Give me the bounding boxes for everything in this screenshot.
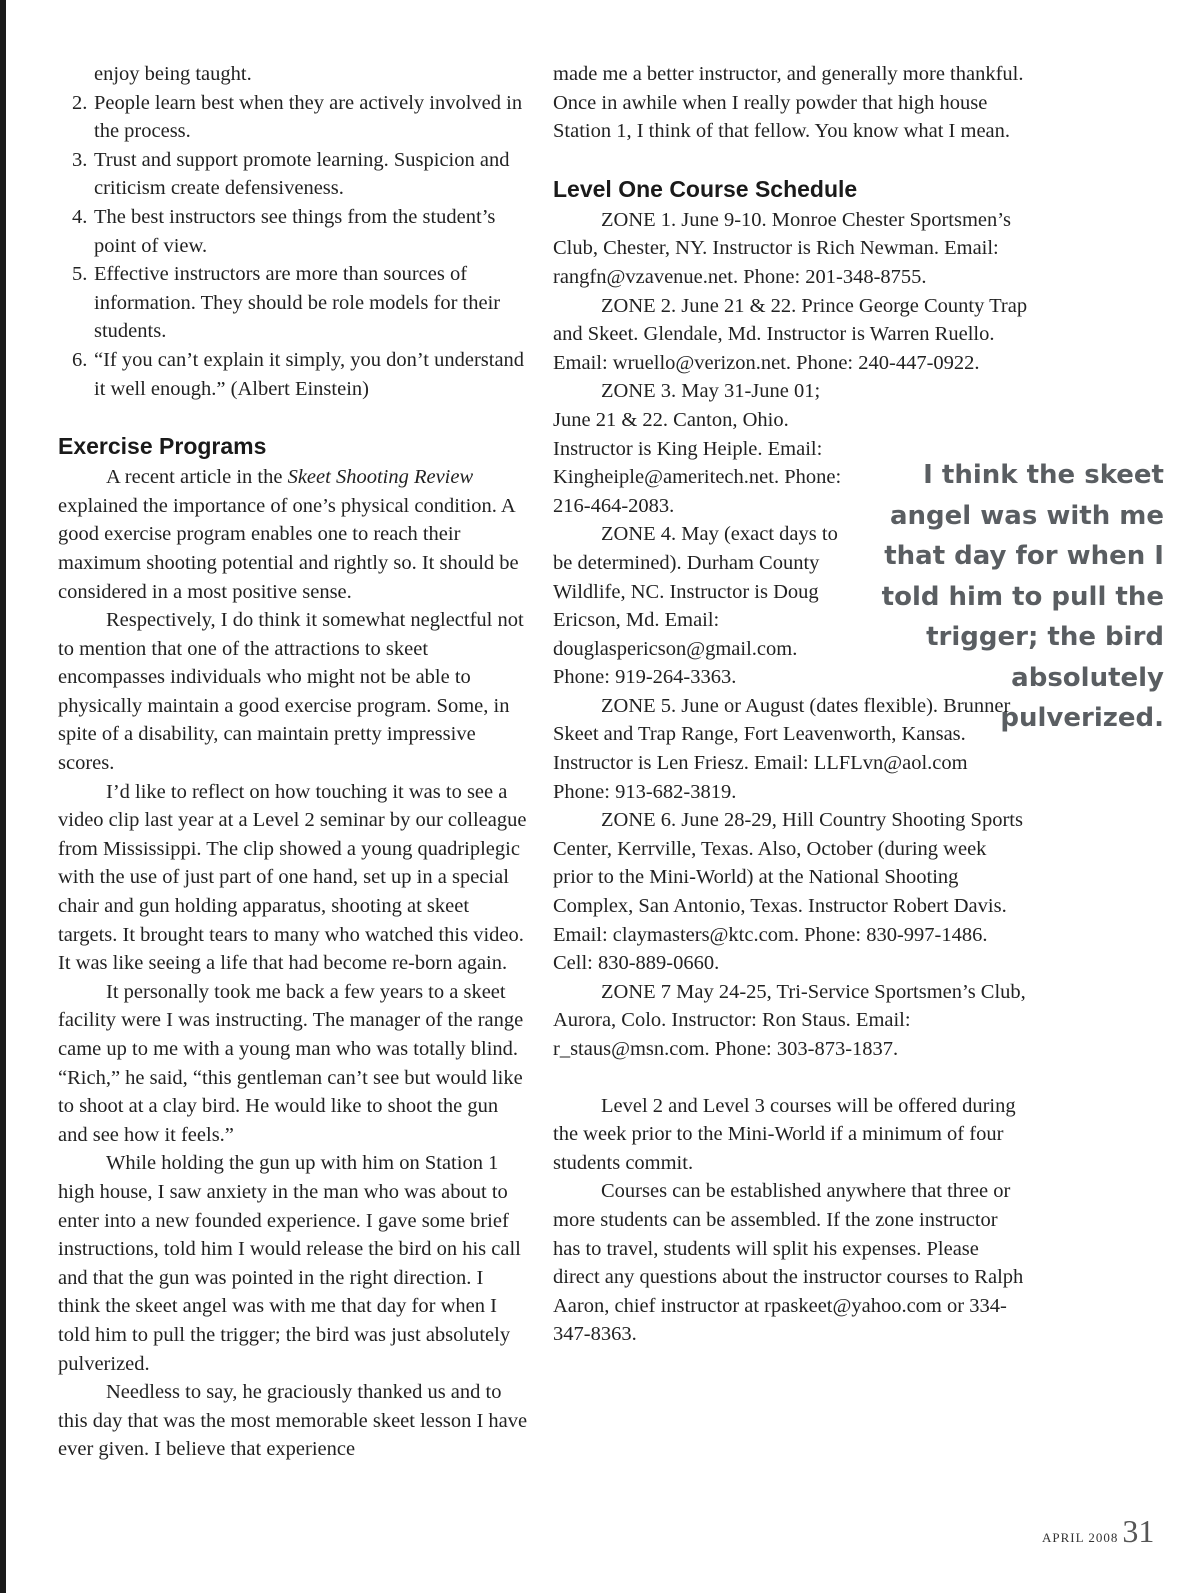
folio xyxy=(1042,1513,1154,1550)
narrow-zone-block xyxy=(553,377,858,692)
spacer xyxy=(553,1064,1029,1092)
paragraph: While holding the gun up with him on Station 1 high house, I saw anxiety in the man who was about to enter into a new founded experience. I gave some brief instructions, told him I would release the bird on his call and that the gun was pointed in the right direction. I think the skeet angel was with me that day for when I told him to pull the trigger; the bird was just absolutely pulverized. xyxy=(58,1152,521,1375)
zone-entry: ZONE 3. May 31-June 01; June 21 & 22. Canton, Ohio. Instructor is King Heiple. Email: Kingheiple@ameritech.net. Phone: 216-464-2083. xyxy=(553,380,842,517)
publication-title: Skeet Shooting Review xyxy=(287,466,474,489)
paragraph: Courses can be established anywhere that three or more students can be assembled. If the zone instructor has to travel, students will split his expenses. Please direct any questions about the instructor courses to Ralph Aaron, chief instructor at rpaskeet@yahoo.com or 334-347-8363. xyxy=(553,1180,1024,1346)
section-heading: Level One Course Schedule xyxy=(553,175,858,202)
zone-entry: ZONE 7 May 24-25, Tri-Service Sportsmen’s Club, Aurora, Colo. Instructor: Ron Staus. Email: r_staus@msn.com. Phone: 303-873-1837. xyxy=(553,980,1026,1060)
zone-entry: ZONE 5. June or August (dates flexible). Brunner Skeet and Trap Range, Fort Leavenworth, Kansas. Instructor is Len Friesz. Email: LLFLvn@aol.com Phone: 913-682-3819. xyxy=(553,694,1011,803)
continuation-text: enjoy being taught. xyxy=(94,63,252,85)
zone-entry: ZONE 4. May (exact days to be determined). Durham County Wildlife, NC. Instructor is Doug Ericson, Md. Email: douglaspericson@gmail.com. Phone: 919-264-3363. xyxy=(553,523,838,689)
section-heading: Exercise Programs xyxy=(58,433,267,460)
binding-edge xyxy=(0,0,6,1593)
list-item: 4. The best instructors see things from the student’s point of view. xyxy=(72,205,496,257)
list-item: 5. Effective instructors are more than sources of information. They should be role models for their students. xyxy=(72,263,501,343)
paragraph: Respectively, I do think it somewhat neglectful not to mention that one of the attractions to skeet encompasses individuals who might not be able to physically maintain a good exercise program. Some, in spite of a disability, can maintain pretty impressive scores. xyxy=(58,609,524,775)
paragraph: A recent article in the Skeet Shooting Review explained the importance of one’s physical condition. A good exercise program enables one to reach their maximum shooting potential and rightly so. It should be considered in a most positive sense. xyxy=(58,466,519,603)
zone-entry: ZONE 1. June 9-10. Monroe Chester Sportsmen’s Club, Chester, NY. Instructor is Rich Newman. Email: rangfn@vzavenue.net. Phone: 201-348-8755. xyxy=(553,208,1011,288)
zone-entry: ZONE 2. June 21 & 22. Prince George County Trap and Skeet. Glendale, Md. Instructor is Warren Ruello. Email: wruello@verizon.net. Phone: 240-447-0922. xyxy=(553,294,1028,374)
paragraph: Needless to say, he graciously thanked us and to this day that was the most memorable skeet lesson I have ever given. I believe that experience xyxy=(58,1381,528,1461)
principles-list xyxy=(58,89,530,404)
page-number: 31 xyxy=(1122,1513,1155,1549)
list-item: 3. Trust and support promote learning. Suspicion and criticism create defensiveness. xyxy=(72,148,510,200)
list-item: 2. People learn best when they are actively involved in the process. xyxy=(72,91,523,143)
zone-entry: ZONE 6. June 28-29, Hill Country Shooting Sports Center, Kerrville, Texas. Also, October (during week prior to the Mini-World) at the National Shooting Complex, San Antonio, Texas. Instructor Robert Davis. Email: claymasters@ktc.com. Phone: 830-997-1486. Cell: 830-889-0660. xyxy=(553,809,1023,975)
paragraph: It personally took me back a few years to a skeet facility were I was instructing. The manager of the range came up to me with a young man who was totally blind. “Rich,” he said, “this gentleman can’t see but would like to shoot at a clay bird. He would like to shoot the gun and see how it feels.” xyxy=(58,980,524,1146)
left-column xyxy=(58,60,530,1464)
paragraph: Level 2 and Level 3 courses will be offered during the week prior to the Mini-World if a minimum of four students commit. xyxy=(553,1094,1016,1174)
issue-date: APRIL 2008 xyxy=(1042,1530,1119,1545)
pull-quote: I think the skeet angel was with me that day for when I told him to pull the trigger; the bird absolutely pulverized. xyxy=(881,460,1164,733)
continuation-text: made me a better instructor, and generally more thankful. Once in awhile when I really powder that high house Station 1, I think of that fellow. You know what I mean. xyxy=(553,63,1024,143)
paragraph: I’d like to reflect on how touching it was to see a video clip last year at a Level 2 seminar by our colleague from Mississippi. The clip showed a young quadriplegic with the use of just part of one hand, set up in a special chair and gun holding apparatus, shooting at skeet targets. It brought tears to many who watched this video. It was like seeing a life that had become re-born again. xyxy=(58,780,527,975)
list-item: 6. “If you can’t explain it simply, you don’t understand it well enough.” (Albert Einstein) xyxy=(72,348,525,400)
